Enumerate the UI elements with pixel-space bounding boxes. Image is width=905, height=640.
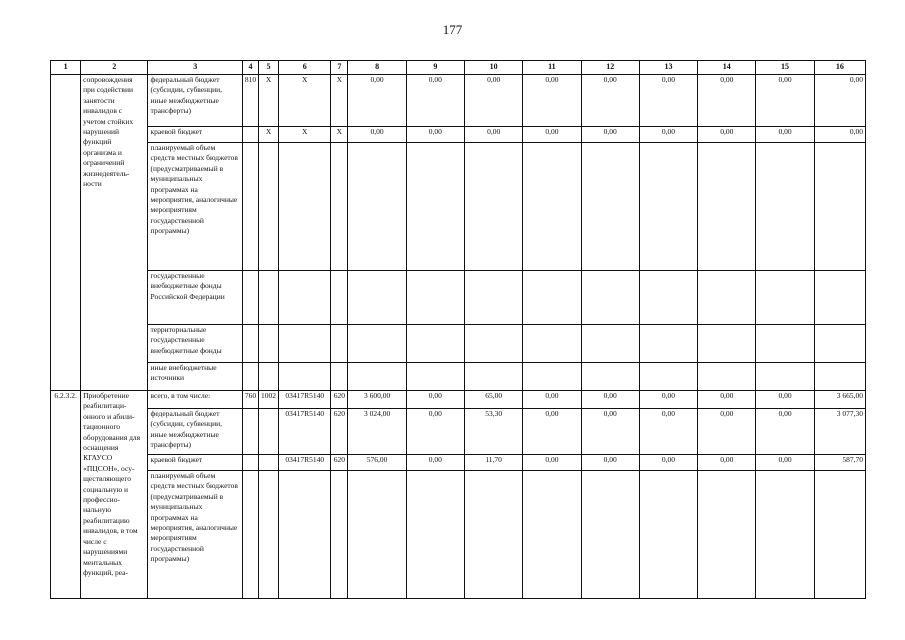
grbs-code <box>242 363 258 391</box>
table-row <box>51 143 866 271</box>
amount-cell: 0,00 <box>348 75 406 127</box>
amount-cell: 0,00 <box>581 455 639 471</box>
amount-cell: 0,00 <box>348 127 406 143</box>
amount-cell <box>406 325 464 363</box>
amount-cell: 0,00 <box>523 75 581 127</box>
vr-code <box>331 271 348 325</box>
csr-code <box>279 143 331 271</box>
amount-cell: 0,00 <box>406 391 464 409</box>
amount-cell: 587,70 <box>814 455 865 471</box>
amount-cell <box>756 325 814 363</box>
amount-cell <box>639 325 697 363</box>
funding-source: краевой бюджет <box>148 455 242 471</box>
column-header: 11 <box>523 61 581 75</box>
amount-cell <box>698 363 756 391</box>
amount-cell: 0,00 <box>756 455 814 471</box>
grbs-code <box>242 471 258 599</box>
amount-cell: 0,00 <box>639 391 697 409</box>
amount-cell: 0,00 <box>756 75 814 127</box>
amount-cell: 0,00 <box>581 391 639 409</box>
csr-code: X <box>279 127 331 143</box>
amount-cell: 0,00 <box>756 409 814 455</box>
amount-cell <box>406 271 464 325</box>
csr-code <box>279 271 331 325</box>
vr-code <box>331 325 348 363</box>
vr-code: X <box>331 75 348 127</box>
amount-cell: 3 600,00 <box>348 391 406 409</box>
amount-cell <box>698 471 756 599</box>
table-row <box>51 391 866 409</box>
amount-cell: 0,00 <box>698 455 756 471</box>
amount-cell: 0,00 <box>639 409 697 455</box>
funding-source: федеральный бюджет (субсидии, субвенции, иные межбюджетные трансферты) <box>148 409 242 455</box>
column-header: 16 <box>814 61 865 75</box>
amount-cell: 0,00 <box>523 391 581 409</box>
funding-source: государственные внебюджетные фонды Российской Федерации <box>148 271 242 325</box>
csr-code: 03417R5140 <box>279 409 331 455</box>
amount-cell <box>464 325 522 363</box>
column-header: 10 <box>464 61 522 75</box>
amount-cell: 0,00 <box>464 75 522 127</box>
amount-cell: 3 024,00 <box>348 409 406 455</box>
column-header: 3 <box>148 61 242 75</box>
amount-cell <box>464 143 522 271</box>
vr-code: X <box>331 127 348 143</box>
column-header: 6 <box>279 61 331 75</box>
amount-cell: 0,00 <box>581 127 639 143</box>
rzpr-code <box>259 455 279 471</box>
budget-table <box>50 60 866 599</box>
column-header: 14 <box>698 61 756 75</box>
amount-cell: 0,00 <box>523 455 581 471</box>
amount-cell <box>698 271 756 325</box>
amount-cell: 0,00 <box>756 391 814 409</box>
amount-cell: 11,70 <box>464 455 522 471</box>
amount-cell <box>523 325 581 363</box>
amount-cell <box>639 143 697 271</box>
rzpr-code: X <box>259 127 279 143</box>
amount-cell: 0,00 <box>581 409 639 455</box>
funding-source: планируемый объем средств местных бюджетов (предусматриваемый в муниципальных программах на мероприятия, аналогичные мероприятиям государственной программы) <box>148 143 242 271</box>
amount-cell <box>523 271 581 325</box>
amount-cell: 0,00 <box>639 127 697 143</box>
amount-cell: 0,00 <box>814 127 865 143</box>
amount-cell <box>348 363 406 391</box>
amount-cell: 0,00 <box>814 75 865 127</box>
amount-cell <box>756 471 814 599</box>
amount-cell <box>756 143 814 271</box>
column-header: 4 <box>242 61 258 75</box>
amount-cell <box>406 471 464 599</box>
amount-cell <box>756 271 814 325</box>
amount-cell: 0,00 <box>581 75 639 127</box>
table-row <box>51 75 866 127</box>
amount-cell <box>523 143 581 271</box>
vr-code <box>331 143 348 271</box>
page-number: 177 <box>442 22 463 37</box>
amount-cell: 0,00 <box>464 127 522 143</box>
table-row <box>51 127 866 143</box>
amount-cell <box>814 325 865 363</box>
amount-cell <box>464 363 522 391</box>
amount-cell: 0,00 <box>698 75 756 127</box>
table-row <box>51 455 866 471</box>
amount-cell: 65,00 <box>464 391 522 409</box>
amount-cell <box>639 271 697 325</box>
amount-cell <box>814 363 865 391</box>
csr-code: 03417R5140 <box>279 455 331 471</box>
column-header: 7 <box>331 61 348 75</box>
amount-cell <box>581 271 639 325</box>
amount-cell: 0,00 <box>406 409 464 455</box>
vr-code <box>331 471 348 599</box>
amount-cell <box>814 143 865 271</box>
grbs-code: 810 <box>242 75 258 127</box>
column-header: 13 <box>639 61 697 75</box>
funding-source: краевой бюджет <box>148 127 242 143</box>
amount-cell <box>348 271 406 325</box>
column-header: 15 <box>756 61 814 75</box>
amount-cell <box>348 471 406 599</box>
amount-cell: 3 077,30 <box>814 409 865 455</box>
csr-code: X <box>279 75 331 127</box>
amount-cell: 53,30 <box>464 409 522 455</box>
grbs-code: 760 <box>242 391 258 409</box>
item-description: сопровождения при содействии занятости инвалидов с учетом стойких нарушений функций организма и ограничений жизнедеятель-ности <box>81 75 148 391</box>
csr-code <box>279 325 331 363</box>
funding-source: планируемый объем средств местных бюджетов (предусматриваемый в муниципальных программах на мероприятия, аналогичные мероприятиям государственной программы) <box>148 471 242 599</box>
column-header: 5 <box>259 61 279 75</box>
amount-cell: 0,00 <box>698 409 756 455</box>
amount-cell: 0,00 <box>698 391 756 409</box>
grbs-code <box>242 325 258 363</box>
column-header: 8 <box>348 61 406 75</box>
column-header: 1 <box>51 61 81 75</box>
amount-cell <box>698 143 756 271</box>
rzpr-code: 1002 <box>259 391 279 409</box>
rzpr-code <box>259 471 279 599</box>
vr-code: 620 <box>331 409 348 455</box>
amount-cell: 0,00 <box>698 127 756 143</box>
amount-cell <box>348 143 406 271</box>
amount-cell: 576,00 <box>348 455 406 471</box>
table-row <box>51 363 866 391</box>
funding-source: иные внебюджетные источники <box>148 363 242 391</box>
amount-cell: 0,00 <box>756 127 814 143</box>
item-number: 6.2.3.2. <box>51 391 81 599</box>
amount-cell: 0,00 <box>523 409 581 455</box>
csr-code: 03417R5140 <box>279 391 331 409</box>
amount-cell <box>581 325 639 363</box>
rzpr-code <box>259 363 279 391</box>
grbs-code <box>242 271 258 325</box>
table-row <box>51 271 866 325</box>
rzpr-code <box>259 325 279 363</box>
amount-cell <box>581 143 639 271</box>
rzpr-code <box>259 271 279 325</box>
column-header: 9 <box>406 61 464 75</box>
rzpr-code <box>259 409 279 455</box>
grbs-code <box>242 127 258 143</box>
amount-cell <box>523 471 581 599</box>
amount-cell <box>756 363 814 391</box>
rzpr-code <box>259 143 279 271</box>
amount-cell: 3 665,00 <box>814 391 865 409</box>
amount-cell <box>523 363 581 391</box>
amount-cell <box>406 363 464 391</box>
amount-cell: 0,00 <box>523 127 581 143</box>
vr-code <box>331 363 348 391</box>
amount-cell <box>581 363 639 391</box>
funding-source: территориальные государственные внебюджетные фонды <box>148 325 242 363</box>
column-header: 2 <box>81 61 148 75</box>
table-row <box>51 471 866 599</box>
vr-code: 620 <box>331 391 348 409</box>
amount-cell <box>406 143 464 271</box>
amount-cell <box>639 471 697 599</box>
header-row <box>51 61 866 75</box>
amount-cell <box>581 471 639 599</box>
grbs-code <box>242 409 258 455</box>
csr-code <box>279 471 331 599</box>
rzpr-code: X <box>259 75 279 127</box>
amount-cell <box>814 271 865 325</box>
amount-cell <box>464 271 522 325</box>
amount-cell: 0,00 <box>639 455 697 471</box>
vr-code: 620 <box>331 455 348 471</box>
amount-cell: 0,00 <box>406 127 464 143</box>
item-description: Приобретение реабилитаци-онного и абили-тационного оборудования для оснащения КГАУСО «ПЦСОН», осу-ществляющего социальную и профессио-нальную реабилитацию инвалидов, в том числе с нарушениями ментальных функций, реа- <box>81 391 148 599</box>
grbs-code <box>242 143 258 271</box>
csr-code <box>279 363 331 391</box>
item-number <box>51 75 81 391</box>
table-row <box>51 325 866 363</box>
amount-cell: 0,00 <box>406 75 464 127</box>
amount-cell <box>464 471 522 599</box>
funding-source: федеральный бюджет (субсидии, субвенции, иные межбюджетные трансферты) <box>148 75 242 127</box>
amount-cell: 0,00 <box>639 75 697 127</box>
amount-cell <box>698 325 756 363</box>
amount-cell <box>814 471 865 599</box>
amount-cell: 0,00 <box>406 455 464 471</box>
grbs-code <box>242 455 258 471</box>
funding-source: всего, в том числе: <box>148 391 242 409</box>
amount-cell <box>348 325 406 363</box>
column-header: 12 <box>581 61 639 75</box>
table-row <box>51 409 866 455</box>
amount-cell <box>639 363 697 391</box>
